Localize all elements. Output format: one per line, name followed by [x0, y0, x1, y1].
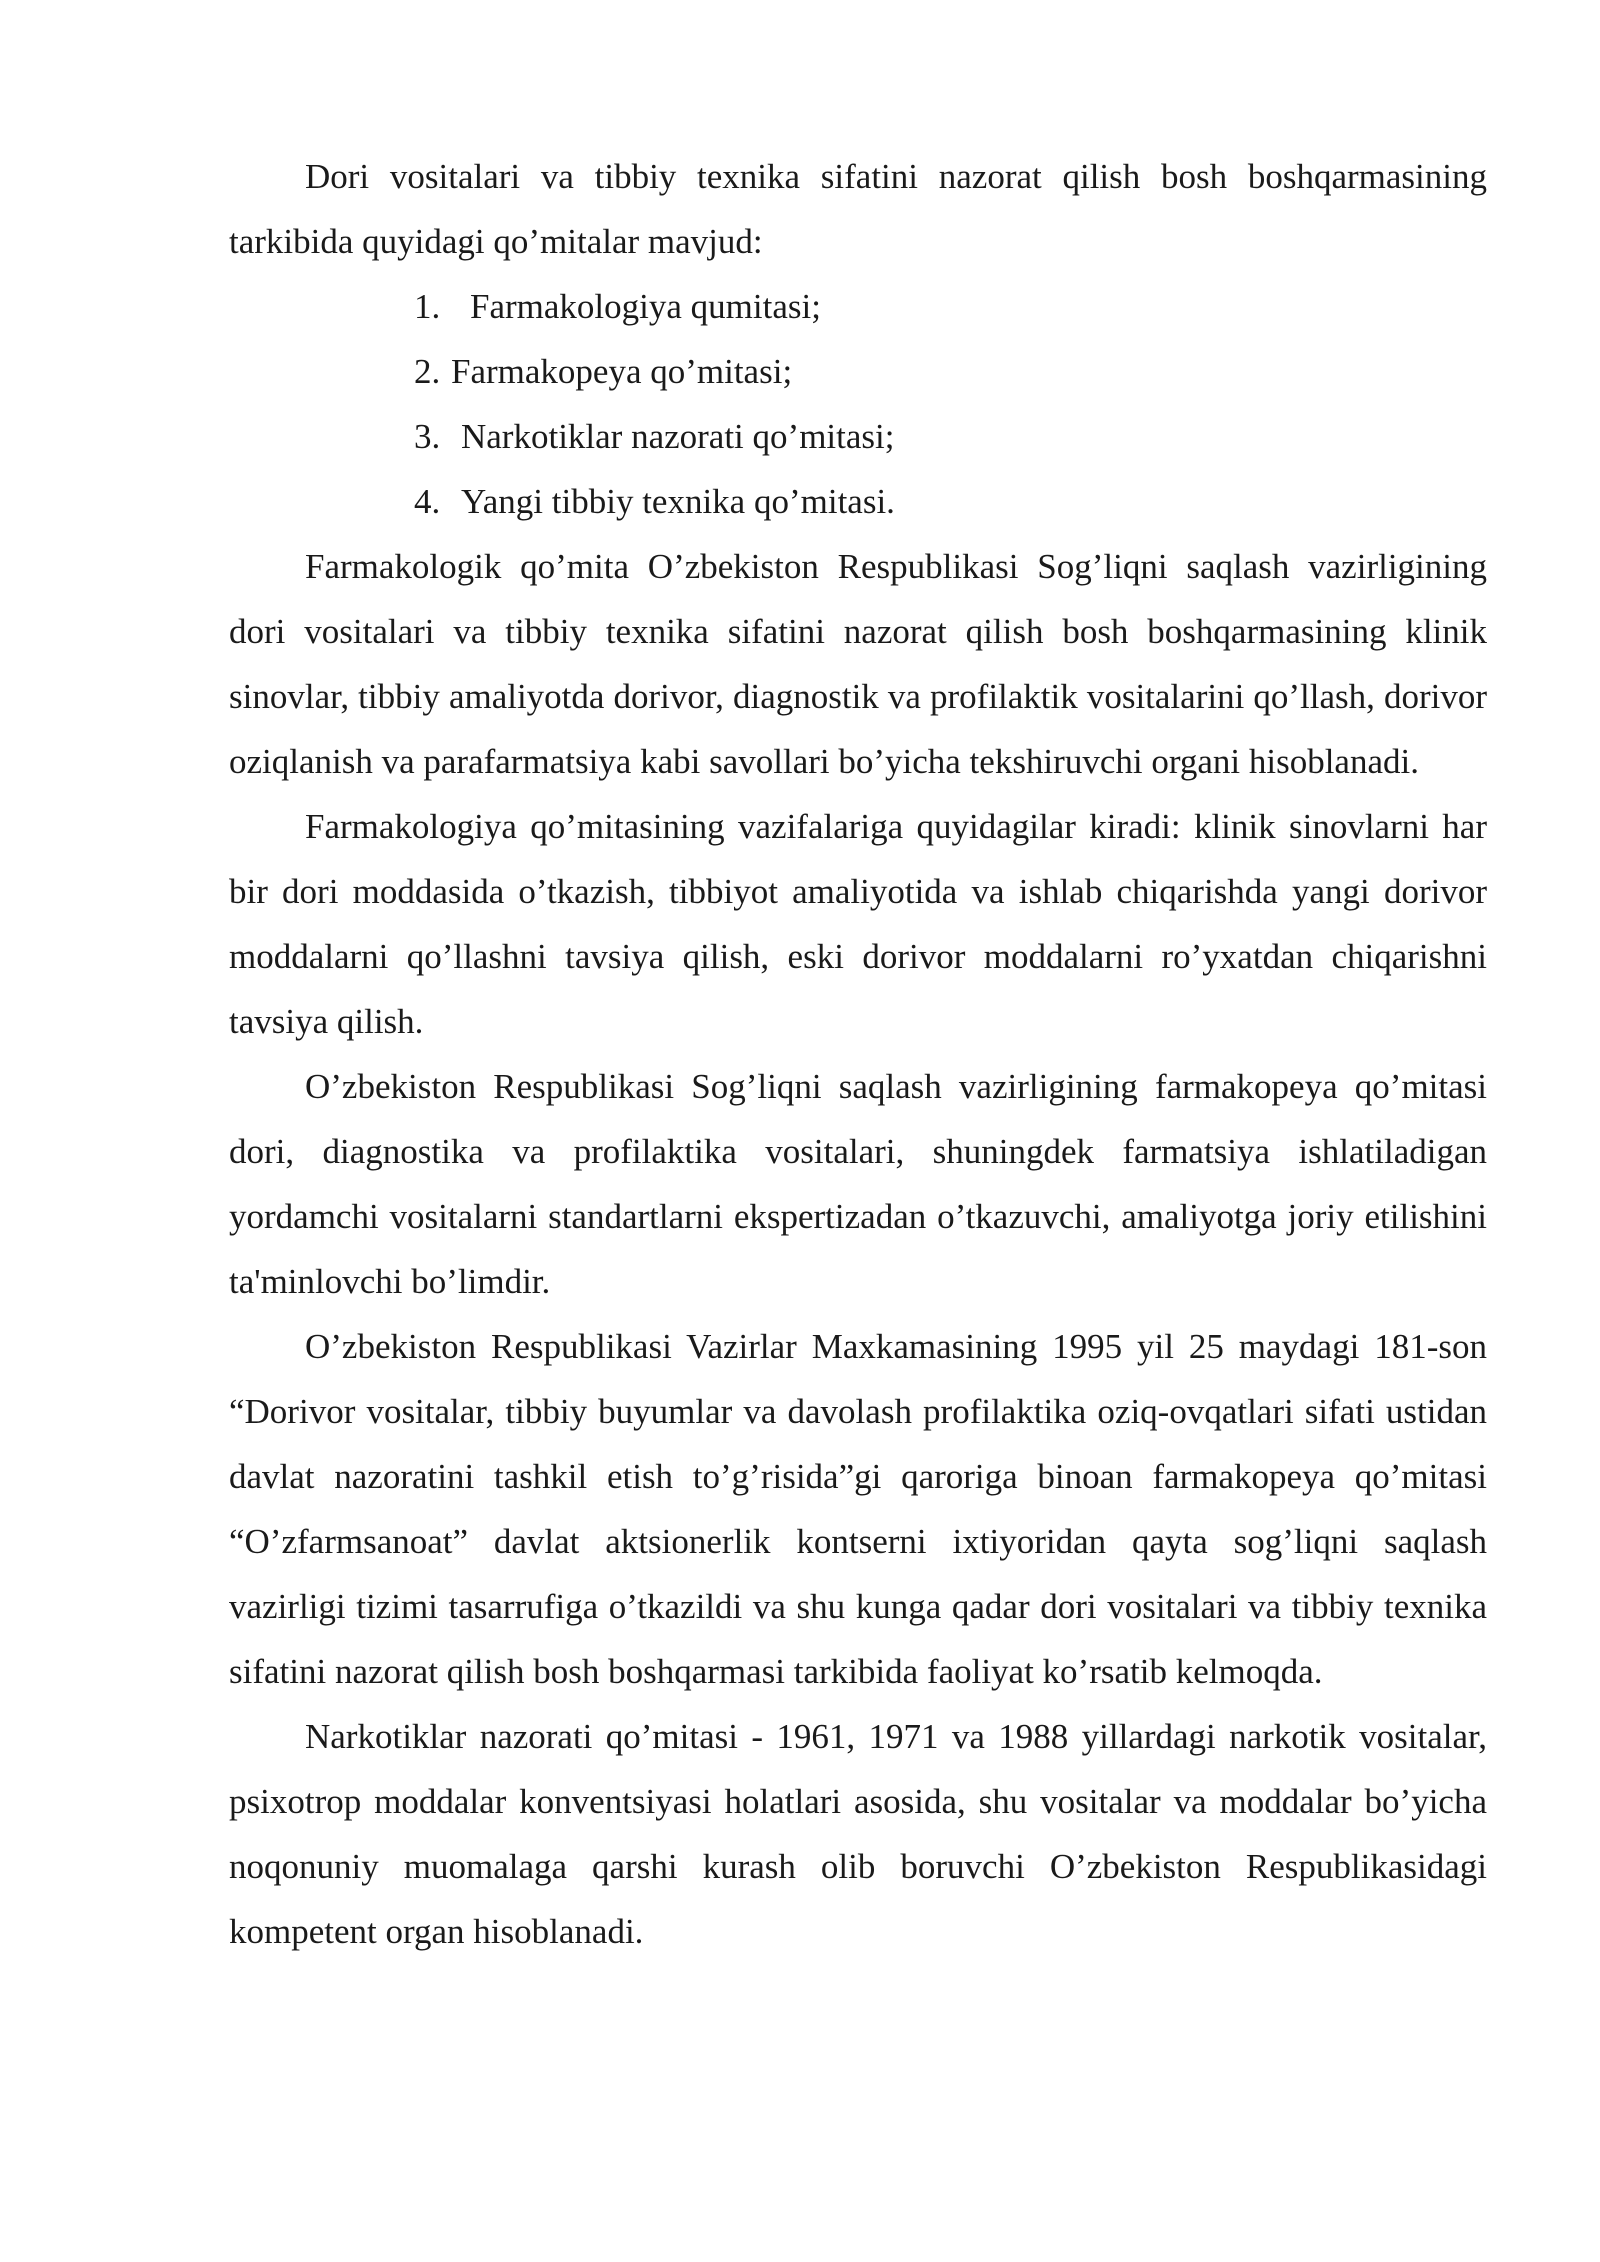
list-text: Farmakologiya qumitasi; [470, 287, 821, 326]
list-number: 2. [414, 352, 441, 391]
document-body [229, 144, 1487, 1964]
list-item [229, 339, 1487, 404]
body-paragraph: O’zbekiston Respublikasi Vazirlar Maxkamasining 1995 yil 25 maydagi 181-son “Dorivor vositalar, tibbiy buyumlar va davolash profilaktika oziq-ovqatlari sifati ustidan davlat nazoratini tashkil etish to’g’risida”gi qaroriga binoan farmakopeya qo’mitasi “O’zfarmsanoat” davlat aktsionerlik kontserni ixtiyoridan qayta sog’liqni saqlash vazirligi tizimi tasarrufiga o’tkazildi va shu kunga qadar dori vositalari va tibbiy texnika sifatini nazorat qilish bosh boshqarmasi tarkibida faoliyat ko’rsatib kelmoqda. [229, 1327, 1487, 1691]
list-text: Narkotiklar nazorati qo’mitasi; [461, 417, 895, 456]
list-text: Yangi tibbiy texnika qo’mitasi. [461, 482, 895, 521]
list-number: 4. [414, 482, 441, 521]
list-item [229, 404, 1487, 469]
intro-paragraph: Dori vositalari va tibbiy texnika sifatini nazorat qilish bosh boshqarmasining tarkibida quyidagi qo’mitalar mavjud: [229, 157, 1487, 261]
committees-list [229, 274, 1487, 534]
list-item [229, 469, 1487, 534]
body-paragraph: Farmakologik qo’mita O’zbekiston Respublikasi Sog’liqni saqlash vazirligining dori vositalari va tibbiy texnika sifatini nazorat qilish bosh boshqarmasining klinik sinovlar, tibbiy amaliyotda dorivor, diagnostik va profilaktik vositalarini qo’llash, dorivor oziqlanish va parafarmatsiya kabi savollari bo’yicha tekshiruvchi organi hisoblanadi. [229, 547, 1487, 781]
list-number: 1. [414, 287, 441, 326]
list-number: 3. [414, 417, 441, 456]
body-paragraph: O’zbekiston Respublikasi Sog’liqni saqlash vazirligining farmakopeya qo’mitasi dori, diagnostika va profilaktika vositalari, shuningdek farmatsiya ishlatiladigan yordamchi vositalarni standartlarni ekspertizadan o’tkazuvchi, amaliyotga joriy etilishini ta'minlovchi bo’limdir. [229, 1067, 1487, 1301]
list-text: Farmakopeya qo’mitasi; [451, 352, 793, 391]
list-item [229, 274, 1487, 339]
body-paragraph: Farmakologiya qo’mitasining vazifalariga quyidagilar kiradi: klinik sinovlarni har bir dori moddasida o’tkazish, tibbiyot amaliyotida va ishlab chiqarishda yangi dorivor moddalarni qo’llashni tavsiya qilish, eski dorivor moddalarni ro’yxatdan chiqarishni tavsiya qilish. [229, 807, 1487, 1041]
body-paragraph: Narkotiklar nazorati qo’mitasi - 1961, 1971 va 1988 yillardagi narkotik vositalar, psixotrop moddalar konventsiyasi holatlari asosida, shu vositalar va moddalar bo’yicha noqonuniy muomalaga qarshi kurash olib boruvchi O’zbekiston Respublikasidagi kompetent organ hisoblanadi. [229, 1717, 1487, 1951]
